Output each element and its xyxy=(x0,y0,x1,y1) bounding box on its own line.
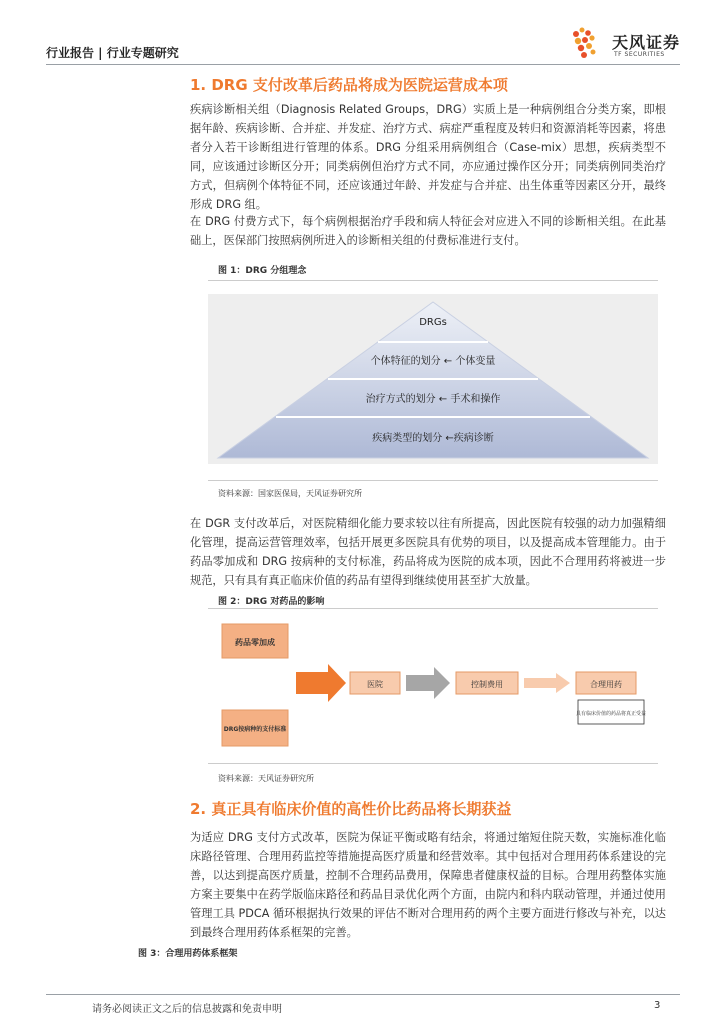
orange-arrow xyxy=(296,664,346,702)
box-drg-payment-label: DRG按病种的支付标准 xyxy=(223,726,287,733)
grey-arrow xyxy=(406,667,450,699)
footer-divider xyxy=(46,994,680,995)
note-text: 具有临床价值的药品将真正受益 xyxy=(575,711,647,717)
box-hospital-label: 医院 xyxy=(367,680,383,689)
box-drug-zero-markup-label: 药品零加成 xyxy=(235,638,275,647)
header-divider xyxy=(46,64,680,65)
section1-paragraph-2: 在 DRG 付费方式下，每个病例根据治疗手段和病人特征会对应进入不同的诊断相关组。在此基础上，医保部门按照病例所进入的诊断相关组的付费标准进行支付。 xyxy=(190,215,666,247)
pyramid-level-3: 治疗方式的划分 ← 手术和操作 xyxy=(365,394,501,405)
box-control-cost-label: 控制费用 xyxy=(471,680,503,689)
figure1-source: 资料来源：国家医保局，天风证券研究所 xyxy=(218,489,362,498)
section1-paragraph-1: 疾病诊断相关组（Diagnosis Related Groups，DRG）实质上是一种病例组合分类方案，即根据年龄、疾病诊断、合并症、并发症、治疗方式、病症严重程度及转归和资源消耗等因素，将患者分入若干诊断组进行管理的体系。DRG 分组采用病例组合（Case-mix）思想，疾病类型不同，应该通过诊断区分开；同类病例但治疗方式不同，亦应通过操作区分开；同类病例同类治疗方式，但病例个体特征不同，还应该通过年龄、并发症与合并症、出生体重等因素区分开，最终形成 DRG 组。 xyxy=(190,103,666,211)
figure3-title: 图 3：合理用药体系框架 xyxy=(138,949,238,959)
logo-chinese-name: 天风证券 xyxy=(612,33,681,52)
pyramid-level-1: DRGs xyxy=(419,317,447,328)
page-number: 3 xyxy=(654,1000,661,1011)
figure1-title: 图 1：DRG 分组理念 xyxy=(218,266,307,276)
drg-impact-flow-diagram xyxy=(208,612,658,760)
section2-heading: 2. 真正具有临床价值的高性价比药品将长期获益 xyxy=(190,800,512,818)
section1-paragraph-3: 在 DGR 支付改革后，对医院精细化能力要求较以往有所提高，因此医院有较强的动力加强精细化管理，提高运营管理效率，包括开展更多医院具有优势的项目，以及提高成本管理能力。由于药品零加成和 DRG 按病种的支付标准，药品将成为医院的成本项，因此不合理用药将被进一步规范，只有具有真正临床价值的药品有望得到继续使用甚至扩大放量。 xyxy=(190,517,666,587)
figure1-bottom-rule xyxy=(208,480,658,481)
figure2-bottom-rule xyxy=(208,763,658,764)
figure1-top-rule xyxy=(208,280,658,281)
drg-pyramid-diagram xyxy=(208,294,658,464)
report-type: 行业报告 | 行业专题研究 xyxy=(46,46,179,60)
pyramid-level-2: 个体特征的划分 ← 个体变量 xyxy=(370,356,496,367)
section2-paragraph: 为适应 DRG 支付方式改革，医院为保证平衡或略有结余，将通过缩短住院天数，实施标准化临床路径管理、合理用药监控等措施提高医疗质量和经营效率。其中包括对合理用药体系建设的完善，以达到提高医疗质量，控制不合理药品费用，保障患者健康权益的目标。合理用药整体实施方案主要集中在药学版临床路径和药品目录优化两个方面，由院内和科内联动管理，并通过使用管理工具 PDCA 循环根据执行效果的评估不断对合理用药的两个主要方面进行修改与补充，以达到最终合理用药体系框架的完善。 xyxy=(190,831,666,939)
figure2-source: 资料来源：天风证券研究所 xyxy=(218,774,314,783)
box-rational-use-label: 合理用药 xyxy=(590,680,622,689)
footer-disclaimer: 请务必阅读正文之后的信息披露和免责申明 xyxy=(92,1004,282,1015)
logo-english-name: TF SECURITIES xyxy=(614,51,665,58)
small-arrow xyxy=(524,673,570,693)
section1-heading: 1. DRG 支付改革后药品将成为医院运营成本项 xyxy=(190,76,508,94)
figure2-title: 图 2：DRG 对药品的影响 xyxy=(218,597,325,607)
tf-logo-icon xyxy=(568,24,608,64)
pyramid-level-4: 疾病类型的划分 ←疾病诊断 xyxy=(372,433,494,444)
figure2-top-rule xyxy=(208,608,658,609)
